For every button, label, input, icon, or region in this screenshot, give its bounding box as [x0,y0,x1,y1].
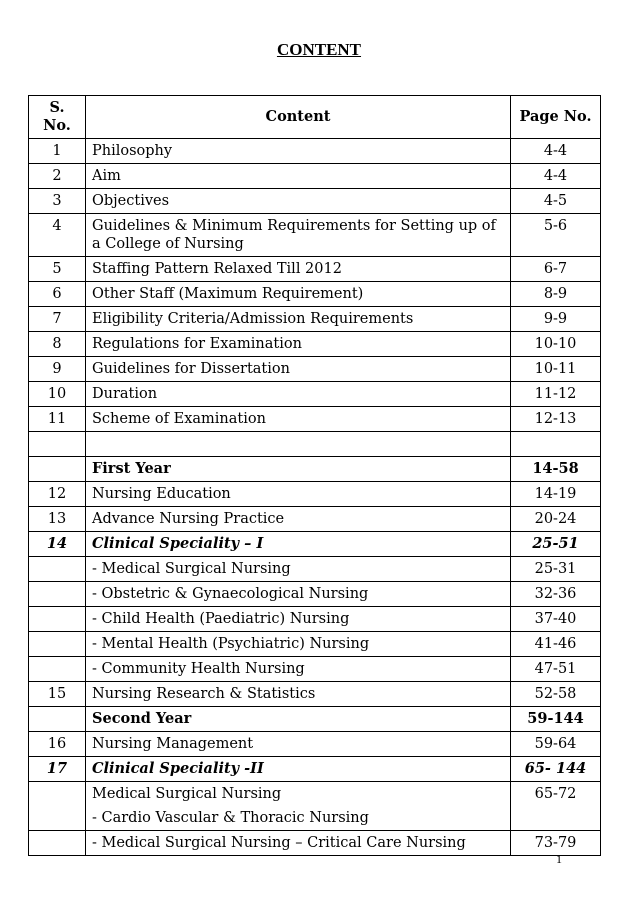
row-sno: 8 [29,332,86,357]
table-row [29,782,601,831]
row-page: 52-58 [511,682,601,707]
row-sno: 16 [29,732,86,757]
row-page: 11-12 [511,382,601,407]
row-page: 25-51 [511,532,601,557]
header-sno: S. No. [29,96,86,139]
row-page: 14-58 [511,457,601,482]
row-content: Nursing Management [86,732,511,757]
table-header-row [29,96,601,139]
row-content: Clinical Speciality -II [86,757,511,782]
table-body [29,139,601,856]
row-page: 65-72 [511,782,601,831]
row-content: Regulations for Examination [86,332,511,357]
row-content: First Year [86,457,511,482]
row-page [511,432,601,457]
row-page: 10-11 [511,357,601,382]
row-page: 59-144 [511,707,601,732]
row-content: - Medical Surgical Nursing [86,557,511,582]
table-row [29,582,601,607]
row-sno: 3 [29,189,86,214]
table-row [29,307,601,332]
table-row [29,607,601,632]
page-title: CONTENT [276,40,362,59]
table-row [29,357,601,382]
row-content: Duration [86,382,511,407]
row-page: 37-40 [511,607,601,632]
row-sno: 7 [29,307,86,332]
row-content: Second Year [86,707,511,732]
table-row [29,407,601,432]
row-sno: 12 [29,482,86,507]
row-content: Scheme of Examination [86,407,511,432]
row-sno [29,582,86,607]
table-row [29,682,601,707]
row-content: Guidelines for Dissertation [86,357,511,382]
table-row [29,532,601,557]
row-content [86,782,511,831]
row-page: 14-19 [511,482,601,507]
contents-table [28,95,601,856]
row-sno: 11 [29,407,86,432]
row-page: 20-24 [511,507,601,532]
row-page: 4-5 [511,189,601,214]
table-row [29,257,601,282]
table-row [29,432,601,457]
header-content: Content [86,96,511,139]
row-content: Nursing Research & Statistics [86,682,511,707]
row-content: - Child Health (Paediatric) Nursing [86,607,511,632]
row-sno [29,782,86,831]
row-content: Nursing Education [86,482,511,507]
row-sno [29,831,86,856]
row-sno: 4 [29,214,86,257]
row-page: 47-51 [511,657,601,682]
row-page: 10-10 [511,332,601,357]
table-row [29,657,601,682]
row-page: 8-9 [511,282,601,307]
table-row [29,732,601,757]
row-content-line: Medical Surgical Nursing [92,786,282,802]
row-content: Objectives [86,189,511,214]
row-content: Philosophy [86,139,511,164]
page-number: 1 [556,852,562,866]
row-page: 65- 144 [511,757,601,782]
row-sno: 2 [29,164,86,189]
row-sno: 9 [29,357,86,382]
row-sno [29,632,86,657]
table-row [29,164,601,189]
row-page: 4-4 [511,164,601,189]
table-row [29,139,601,164]
table-row [29,507,601,532]
row-sno: 6 [29,282,86,307]
row-content: Clinical Speciality – I [86,532,511,557]
row-sno [29,707,86,732]
row-content: Guidelines & Minimum Requirements for Setting up of a College of Nursing [86,214,511,257]
header-page: Page No. [511,96,601,139]
row-page: 25-31 [511,557,601,582]
row-sno: 1 [29,139,86,164]
row-page: 9-9 [511,307,601,332]
row-sno [29,557,86,582]
row-content: - Medical Surgical Nursing – Critical Care Nursing [86,831,511,856]
row-sno: 13 [29,507,86,532]
row-sno [29,432,86,457]
table-row [29,757,601,782]
row-content-line: - Cardio Vascular & Thoracic Nursing [92,810,369,826]
row-page: 59-64 [511,732,601,757]
row-page: 6-7 [511,257,601,282]
row-sno: 15 [29,682,86,707]
row-sno [29,657,86,682]
row-sno [29,607,86,632]
table-row [29,707,601,732]
row-page: 41-46 [511,632,601,657]
row-sno [29,457,86,482]
row-sno: 14 [29,532,86,557]
row-content: - Mental Health (Psychiatric) Nursing [86,632,511,657]
table-row [29,482,601,507]
table-row [29,214,601,257]
row-page: 5-6 [511,214,601,257]
table-row [29,382,601,407]
row-page: 4-4 [511,139,601,164]
row-content: Staffing Pattern Relaxed Till 2012 [86,257,511,282]
row-content: Eligibility Criteria/Admission Requirements [86,307,511,332]
row-content: Aim [86,164,511,189]
row-page: 73-79 [511,831,601,856]
row-content: Advance Nursing Practice [86,507,511,532]
table-row [29,557,601,582]
table-row [29,457,601,482]
row-page: 12-13 [511,407,601,432]
table-row [29,282,601,307]
table-row [29,189,601,214]
row-content: - Community Health Nursing [86,657,511,682]
row-content [86,432,511,457]
row-sno: 17 [29,757,86,782]
row-sno: 10 [29,382,86,407]
table-row [29,332,601,357]
table-row [29,632,601,657]
row-content: Other Staff (Maximum Requirement) [86,282,511,307]
row-sno: 5 [29,257,86,282]
row-content: - Obstetric & Gynaecological Nursing [86,582,511,607]
row-page: 32-36 [511,582,601,607]
table-row [29,831,601,856]
